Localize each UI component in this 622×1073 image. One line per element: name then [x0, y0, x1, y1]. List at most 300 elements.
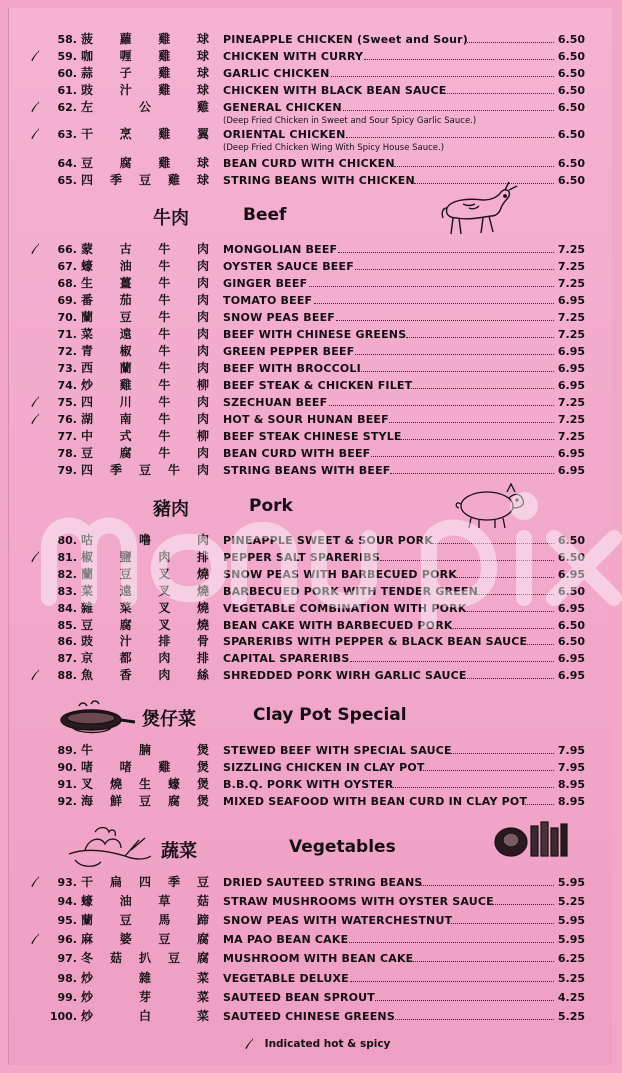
item-price: 6.50 — [557, 101, 585, 114]
item-english-name: ORIENTAL CHICKEN — [223, 128, 346, 141]
chinese-character: 薑 — [119, 276, 132, 290]
produce-illustration-icon — [491, 816, 577, 862]
chinese-character: 豆 — [167, 951, 180, 965]
item-chinese-name — [81, 583, 209, 600]
dot-leader — [338, 252, 553, 253]
item-chinese-name — [81, 65, 209, 82]
chinese-character: 雞 — [196, 100, 209, 114]
menu-item — [9, 445, 613, 462]
chinese-character: 肉 — [196, 361, 209, 375]
chinese-character: 球 — [196, 156, 209, 170]
item-english-name: OYSTER SAUCE BEEF — [223, 260, 354, 273]
item-price: 6.50 — [557, 174, 585, 187]
chinese-character: 叉 — [158, 584, 171, 598]
chinese-character: 肉 — [158, 668, 171, 682]
chinese-character: 油 — [119, 259, 132, 273]
menu-item — [9, 931, 613, 948]
chinese-character: 咕 — [81, 533, 94, 547]
item-number: 78. — [57, 447, 77, 460]
chinese-character: 肉 — [196, 276, 209, 290]
chinese-character: 炒 — [81, 971, 94, 985]
menu-item — [9, 989, 613, 1006]
pig-illustration-icon — [449, 478, 529, 532]
item-number: 90. — [57, 761, 77, 774]
pork-title-zh: 豬肉 — [153, 499, 189, 520]
item-number: 64. — [57, 157, 77, 170]
claypot-title: Clay Pot Special — [253, 705, 407, 725]
chinese-character: 雞 — [158, 760, 171, 774]
item-price: 4.25 — [557, 991, 585, 1004]
item-price: 8.95 — [557, 795, 585, 808]
chinese-character: 雜 — [138, 971, 151, 985]
item-chinese-name — [81, 874, 209, 891]
chinese-character: 腐 — [119, 156, 132, 170]
dot-leader — [346, 137, 554, 138]
chinese-character: 雞 — [158, 49, 171, 63]
item-english-name: CAPITAL SPARERIBS — [223, 652, 350, 665]
item-number: 66. — [57, 243, 77, 256]
item-price: 5.25 — [557, 1010, 585, 1023]
item-price: 6.50 — [557, 128, 585, 141]
chinese-character: 叉 — [158, 618, 171, 632]
item-english-name: CHICKEN WITH CURRY — [223, 50, 364, 63]
item-number: 97. — [57, 952, 77, 965]
item-chinese-name — [81, 428, 209, 445]
item-english-name: PINEAPPLE CHICKEN (Sweet and Sour) — [223, 33, 469, 46]
chinese-character: 煲 — [196, 794, 209, 808]
chinese-character: 四 — [81, 463, 94, 477]
legend-text: Indicated hot & spicy — [264, 1038, 391, 1050]
item-price: 7.25 — [557, 260, 585, 273]
chinese-character: 雜 — [81, 601, 94, 615]
item-chinese-name — [81, 48, 209, 65]
chinese-character: 牛 — [158, 242, 171, 256]
item-price: 7.25 — [557, 328, 585, 341]
item-chinese-name — [81, 776, 209, 793]
item-number: 87. — [57, 652, 77, 665]
chinese-character: 菜 — [81, 584, 94, 598]
chinese-character: 季 — [109, 173, 122, 187]
chinese-character: 肉 — [196, 242, 209, 256]
chinese-character: 肉 — [196, 259, 209, 273]
chinese-character: 燒 — [196, 601, 209, 615]
chinese-character: 遠 — [119, 584, 132, 598]
item-number: 71. — [57, 328, 77, 341]
item-price: 8.95 — [557, 778, 585, 791]
chinese-character: 草 — [158, 894, 171, 908]
chinese-character: 菜 — [196, 971, 209, 985]
item-number: 68. — [57, 277, 77, 290]
item-english-name: GENERAL CHICKEN — [223, 101, 342, 114]
item-english-name: PEPPER SALT SPARERIBS — [223, 551, 381, 564]
chinese-character: 豆 — [119, 310, 132, 324]
menu-item — [9, 893, 613, 910]
dot-leader — [390, 473, 554, 474]
item-price: 6.50 — [557, 585, 585, 598]
item-number: 70. — [57, 311, 77, 324]
dot-leader — [476, 594, 554, 595]
chinese-character: 雞 — [167, 173, 180, 187]
chinese-character: 海 — [81, 794, 94, 808]
chinese-character: 肉 — [196, 446, 209, 460]
item-chinese-name — [81, 532, 209, 549]
chinese-character: 生 — [138, 777, 151, 791]
item-english-name: STRING BEANS WITH CHICKEN — [223, 174, 415, 187]
item-chinese-name — [81, 445, 209, 462]
chinese-character: 肉 — [196, 344, 209, 358]
chinese-character: 牛 — [158, 310, 171, 324]
chinese-character: 雞 — [158, 32, 171, 46]
chinese-character: 白 — [138, 1009, 151, 1023]
item-chinese-name — [81, 172, 209, 189]
chinese-character: 番 — [81, 293, 94, 307]
item-price: 6.25 — [557, 952, 585, 965]
dot-leader — [389, 422, 554, 423]
item-price: 7.25 — [557, 243, 585, 256]
menu-item — [9, 292, 613, 309]
item-chinese-name — [81, 759, 209, 776]
item-number: 60. — [57, 67, 77, 80]
item-english-name: SHREDDED PORK WIRH GARLIC SAUCE — [223, 669, 467, 682]
chinese-character: 芽 — [138, 990, 151, 1004]
chinese-character: 菜 — [119, 601, 132, 615]
dot-leader — [349, 942, 554, 943]
chinese-character: 蠔 — [81, 259, 94, 273]
beef-title: Beef — [243, 205, 287, 225]
chinese-character: 蠔 — [167, 777, 180, 791]
chinese-character: 咖 — [81, 49, 94, 63]
chinese-character: 雞 — [158, 66, 171, 80]
dot-leader — [394, 166, 554, 167]
item-english-name: BEEF STEAK & CHICKEN FILET — [223, 379, 413, 392]
item-number: 95. — [57, 914, 77, 927]
item-chinese-name — [81, 411, 209, 428]
chinese-character: 豉 — [81, 634, 94, 648]
item-chinese-name — [81, 931, 209, 948]
chinese-character: 干 — [81, 127, 94, 141]
chinese-character: 肉 — [196, 293, 209, 307]
chinese-character: 雞 — [119, 378, 132, 392]
chinese-character: 豆 — [196, 875, 209, 889]
item-price: 5.95 — [557, 933, 585, 946]
item-number: 88. — [57, 669, 77, 682]
chinese-character: 四 — [81, 395, 94, 409]
item-english-name: MIXED SEAFOOD WITH BEAN CURD IN CLAY POT — [223, 795, 528, 808]
item-price: 5.25 — [557, 972, 585, 985]
veg-title: Vegetables — [289, 837, 396, 857]
item-english-name: GREEN PEPPER BEEF — [223, 345, 355, 358]
dot-leader — [464, 678, 553, 679]
chinese-character: 球 — [196, 173, 209, 187]
item-english-name: SAUTEED CHINESE GREENS — [223, 1010, 395, 1023]
item-chinese-name — [81, 549, 209, 566]
item-english-name: SNOW PEAS WITH BARBECUED PORK — [223, 568, 458, 581]
dot-leader — [380, 560, 554, 561]
chinese-character: 牛 — [158, 412, 171, 426]
item-number: 63. — [57, 128, 77, 141]
chinese-character: 燒 — [196, 618, 209, 632]
clay-pot-illustration-icon — [55, 698, 135, 746]
chinese-character: 香 — [119, 668, 132, 682]
dot-leader — [523, 804, 554, 805]
item-english-name: SPARERIBS WITH PEPPER & BLACK BEAN SAUCE — [223, 635, 528, 648]
dot-leader — [309, 286, 554, 287]
item-price: 6.95 — [557, 464, 585, 477]
item-number: 82. — [57, 568, 77, 581]
chinese-character: 京 — [81, 651, 94, 665]
item-chinese-name — [81, 292, 209, 309]
chinese-character: 肉 — [196, 463, 209, 477]
item-price: 6.95 — [557, 602, 585, 615]
item-price: 6.95 — [557, 568, 585, 581]
chinese-character: 排 — [196, 651, 209, 665]
item-english-name: HOT & SOUR HUNAN BEEF — [223, 413, 389, 426]
dot-leader — [375, 1000, 554, 1001]
chinese-character: 蒜 — [81, 66, 94, 80]
claypot-title-zh: 煲仔菜 — [142, 709, 196, 730]
item-english-name: SZECHUAN BEEF — [223, 396, 328, 409]
dot-leader — [393, 787, 554, 788]
item-price: 6.50 — [557, 635, 585, 648]
chinese-character: 肉 — [196, 533, 209, 547]
item-english-name: B.B.Q. PORK WITH OYSTER — [223, 778, 394, 791]
item-note: (Deep Fried Chicken Wing With Spicy House Sauce.) — [223, 143, 445, 153]
menu-item — [9, 583, 613, 600]
item-chinese-name — [81, 989, 209, 1006]
item-english-name: GARLIC CHICKEN — [223, 67, 330, 80]
chinese-character: 牛 — [158, 378, 171, 392]
chinese-character: 煲 — [196, 743, 209, 757]
chinese-character: 公 — [138, 100, 151, 114]
menu-item — [9, 241, 613, 258]
item-price: 7.95 — [557, 744, 585, 757]
chinese-character: 球 — [196, 66, 209, 80]
chinese-character: 雞 — [158, 156, 171, 170]
chinese-character: 炒 — [81, 378, 94, 392]
chinese-character: 豆 — [138, 794, 151, 808]
chinese-character: 季 — [167, 875, 180, 889]
item-number: 67. — [57, 260, 77, 273]
chinese-character: 燒 — [196, 567, 209, 581]
item-chinese-name — [81, 275, 209, 292]
menu-item — [9, 600, 613, 617]
menu-item — [9, 360, 613, 377]
item-english-name: CHICKEN WITH BLACK BEAN SAUCE — [223, 84, 447, 97]
chinese-character: 牛 — [158, 361, 171, 375]
chinese-character: 肉 — [158, 651, 171, 665]
item-english-name: BEEF WITH CHINESE GREENS — [223, 328, 407, 341]
chinese-character: 蘭 — [81, 567, 94, 581]
chinese-character: 腐 — [196, 932, 209, 946]
menu-item — [9, 874, 613, 891]
item-number: 92. — [57, 795, 77, 808]
menu-item — [9, 428, 613, 445]
item-chinese-name — [81, 633, 209, 650]
item-english-name: STRAW MUSHROOMS WITH OYSTER SAUCE — [223, 895, 494, 908]
chinese-character: 生 — [81, 276, 94, 290]
chinese-character: 豆 — [119, 913, 132, 927]
chinese-character: 牛 — [158, 429, 171, 443]
item-english-name: BEEF WITH BROCCOLI — [223, 362, 361, 375]
menu-item — [9, 650, 613, 667]
item-chinese-name — [81, 394, 209, 411]
item-number: 81. — [57, 551, 77, 564]
chinese-character: 蘭 — [119, 361, 132, 375]
menu-item — [9, 462, 613, 479]
dot-leader — [355, 354, 554, 355]
menu-item — [9, 394, 613, 411]
chinese-character: 菇 — [109, 951, 122, 965]
item-number: 73. — [57, 362, 77, 375]
item-price: 6.95 — [557, 345, 585, 358]
item-price: 6.95 — [557, 669, 585, 682]
chinese-character: 牛 — [167, 463, 180, 477]
chinese-character: 豆 — [138, 173, 151, 187]
menu-item — [9, 912, 613, 929]
chinese-character: 骨 — [196, 634, 209, 648]
menu-item — [9, 950, 613, 967]
item-price: 6.50 — [557, 50, 585, 63]
item-price: 6.95 — [557, 294, 585, 307]
chinese-character: 子 — [119, 66, 132, 80]
chinese-character: 煲 — [196, 777, 209, 791]
item-chinese-name — [81, 1008, 209, 1025]
dot-leader — [336, 320, 554, 321]
menu-item — [9, 326, 613, 343]
item-price: 5.25 — [557, 895, 585, 908]
chinese-character: 椒 — [119, 344, 132, 358]
dot-leader — [329, 405, 554, 406]
item-number: 96. — [57, 933, 77, 946]
item-number: 61. — [57, 84, 77, 97]
item-chinese-name — [81, 343, 209, 360]
chinese-character: 馬 — [158, 913, 171, 927]
menu-item — [9, 309, 613, 326]
item-price: 6.50 — [557, 33, 585, 46]
menu-item — [9, 532, 613, 549]
chinese-character: 牛 — [81, 743, 94, 757]
chinese-character: 排 — [158, 634, 171, 648]
item-english-name: MUSHROOM WITH BEAN CAKE — [223, 952, 414, 965]
chinese-character: 鹽 — [119, 550, 132, 564]
chinese-character: 婆 — [119, 932, 132, 946]
chinese-character: 腐 — [119, 446, 132, 460]
chinese-character: 鮮 — [109, 794, 122, 808]
dot-leader — [331, 76, 554, 77]
chinese-character: 古 — [119, 242, 132, 256]
item-price: 6.50 — [557, 157, 585, 170]
dot-leader — [364, 59, 554, 60]
chinese-character: 牛 — [158, 327, 171, 341]
chinese-character: 麻 — [81, 932, 94, 946]
chinese-character: 冬 — [81, 951, 94, 965]
menu-item — [9, 48, 613, 65]
chinese-character: 菇 — [196, 894, 209, 908]
item-chinese-name — [81, 309, 209, 326]
item-price: 6.50 — [557, 619, 585, 632]
item-english-name: BARBECUED PORK WITH TENDER GREEN — [223, 585, 479, 598]
dot-leader — [361, 371, 554, 372]
menu-item — [9, 411, 613, 428]
item-chinese-name — [81, 970, 209, 987]
item-price: 6.95 — [557, 652, 585, 665]
chinese-character: 肉 — [196, 412, 209, 426]
dot-leader — [465, 42, 554, 43]
item-english-name: STEWED BEEF WITH SPECIAL SAUCE — [223, 744, 452, 757]
chinese-character: 牛 — [158, 395, 171, 409]
chinese-character: 柳 — [196, 378, 209, 392]
chinese-character: 腐 — [196, 951, 209, 965]
chinese-character: 球 — [196, 83, 209, 97]
chinese-character: 扒 — [138, 951, 151, 965]
chinese-character: 蘭 — [81, 913, 94, 927]
chinese-character: 牛 — [158, 276, 171, 290]
item-number: 79. — [57, 464, 77, 477]
chinese-character: 式 — [119, 429, 132, 443]
item-chinese-name — [81, 326, 209, 343]
chinese-character: 左 — [81, 100, 94, 114]
menu-item — [9, 617, 613, 634]
chinese-character: 燒 — [196, 584, 209, 598]
item-number: 83. — [57, 585, 77, 598]
chinese-character: 牛 — [158, 446, 171, 460]
menu-item — [9, 759, 613, 776]
chinese-character: 油 — [119, 894, 132, 908]
chinese-character: 豆 — [81, 618, 94, 632]
item-number: 100. — [49, 1010, 77, 1023]
chinese-character: 叉 — [81, 777, 94, 791]
chinese-character: 炒 — [81, 1009, 94, 1023]
item-chinese-name — [81, 617, 209, 634]
item-price: 7.25 — [557, 311, 585, 324]
item-price: 6.95 — [557, 447, 585, 460]
dot-leader — [395, 1019, 554, 1020]
item-number: 72. — [57, 345, 77, 358]
item-chinese-name — [81, 360, 209, 377]
chinese-character: 茄 — [119, 293, 132, 307]
chinese-character: 肉 — [196, 395, 209, 409]
chinese-character: 青 — [81, 344, 94, 358]
chinese-character: 腐 — [167, 794, 180, 808]
item-price: 7.25 — [557, 277, 585, 290]
dot-leader — [421, 885, 554, 886]
dot-leader — [343, 110, 554, 111]
chinese-character: 季 — [109, 463, 122, 477]
chinese-character: 啫 — [81, 760, 94, 774]
dot-leader — [355, 269, 554, 270]
chinese-character: 扁 — [109, 875, 122, 889]
chinese-character: 啫 — [119, 760, 132, 774]
chinese-character: 絲 — [196, 668, 209, 682]
chinese-character: 菜 — [81, 327, 94, 341]
item-chinese-name — [81, 377, 209, 394]
item-english-name: SNOW PEAS WITH WATERCHESTNUT — [223, 914, 453, 927]
chinese-character: 腐 — [119, 618, 132, 632]
chinese-character: 牛 — [158, 259, 171, 273]
chinese-character: 雞 — [158, 83, 171, 97]
item-english-name: BEAN CURD WITH BEEF — [223, 447, 371, 460]
chinese-character: 肉 — [158, 550, 171, 564]
item-number: 91. — [57, 778, 77, 791]
dot-leader — [432, 543, 554, 544]
dot-leader — [350, 981, 554, 982]
menu-item — [9, 970, 613, 987]
chinese-character: 排 — [196, 550, 209, 564]
item-english-name: SIZZLING CHICKEN IN CLAY POT — [223, 761, 425, 774]
item-chinese-name — [81, 31, 209, 48]
item-price: 6.95 — [557, 379, 585, 392]
chinese-character: 叉 — [158, 601, 171, 615]
